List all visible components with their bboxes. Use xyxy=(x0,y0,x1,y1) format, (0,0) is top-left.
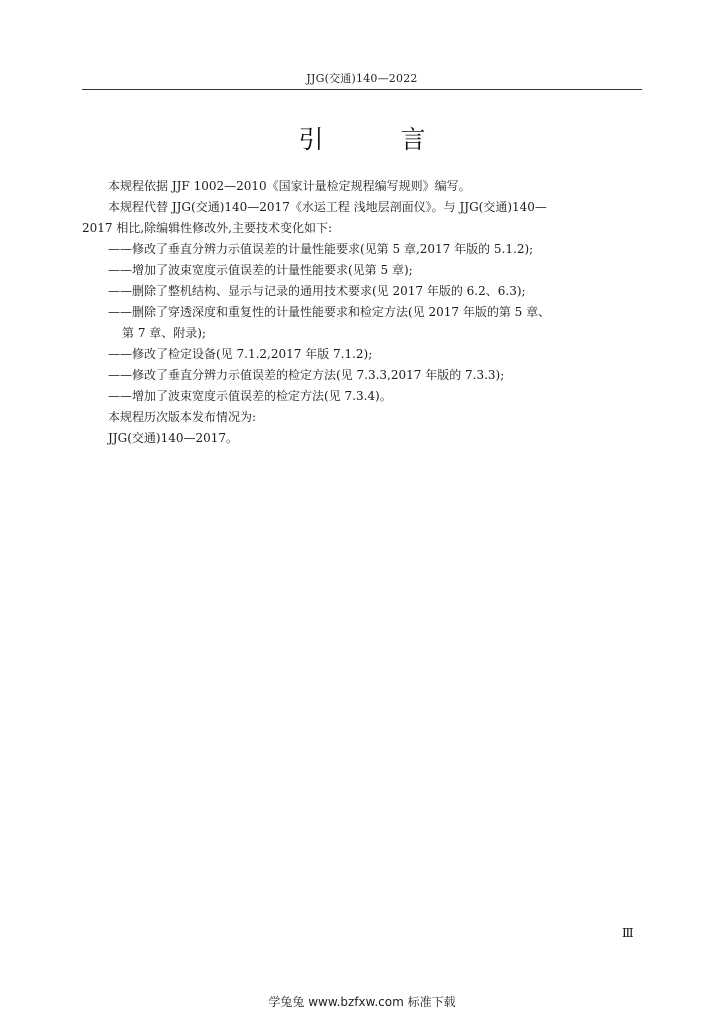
header-divider xyxy=(82,89,642,90)
standard-code-header: JJG(交通)140—2022 xyxy=(306,72,418,85)
change-item-4-continued: 第 7 章、附录); xyxy=(122,326,206,340)
change-item-7: ——增加了波束宽度示值误差的检定方法(见 7.3.4)。 xyxy=(108,389,392,403)
site-watermark: 学兔兔 www.bzfxw.com 标准下载 xyxy=(268,995,456,1009)
history-item: JJG(交通)140—2017。 xyxy=(108,431,239,445)
page-title xyxy=(0,120,724,156)
change-item-5: ——修改了检定设备(见 7.1.2,2017 年版 7.1.2); xyxy=(108,347,373,361)
preface-body xyxy=(82,176,644,449)
paragraph-replaces-line-2: 2017 相比,除编辑性修改外,主要技术变化如下: xyxy=(82,221,333,235)
change-item-3: ——删除了整机结构、显示与记录的通用技术要求(见 2017 年版的 6.2、6.3); xyxy=(108,284,526,298)
history-intro: 本规程历次版本发布情况为: xyxy=(108,410,257,424)
title-char-1: 引 xyxy=(298,125,324,154)
paragraph-replaces-line-1: 本规程代替 JJG(交通)140—2017《水运工程 浅地层剖面仪》。与 JJG(交通)140— xyxy=(108,200,547,214)
paragraph-basis: 本规程依据 JJF 1002—2010《国家计量检定规程编写规则》编写。 xyxy=(108,179,471,193)
change-item-2: ——增加了波束宽度示值误差的计量性能要求(见第 5 章); xyxy=(108,263,413,277)
page-number: Ⅲ xyxy=(622,926,634,940)
change-item-1: ——修改了垂直分辨力示值误差的计量性能要求(见第 5 章,2017 年版的 5.1.2); xyxy=(108,242,534,256)
change-item-6: ——修改了垂直分辨力示值误差的检定方法(见 7.3.3,2017 年版的 7.3.3); xyxy=(108,368,505,382)
change-item-4: ——删除了穿透深度和重复性的计量性能要求和检定方法(见 2017 年版的第 5 章、 xyxy=(108,305,551,319)
title-char-2: 言 xyxy=(400,125,426,154)
